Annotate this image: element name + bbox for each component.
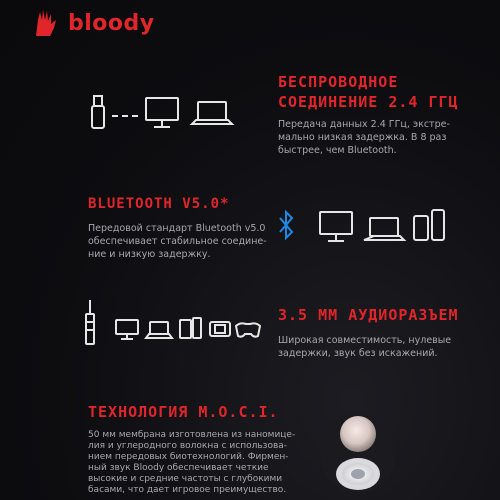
bloody-hand-icon <box>30 6 64 40</box>
desc-line: ный звук Bloody обеспечивает четкие <box>88 463 269 473</box>
desc-line: высокие и средние частоты с глубокими <box>88 474 283 484</box>
monitor-icon <box>146 98 178 127</box>
desc-line: ние и низкую задержку. <box>88 249 211 260</box>
gamepad-icon <box>236 323 260 336</box>
laptop-icon <box>192 102 232 124</box>
moci-title: ТЕХНОЛОГИЯ M.O.C.I. <box>88 403 279 421</box>
audio-jack-title: 3.5 ММ АУДИОРАЗЪЕМ <box>278 306 459 324</box>
desc-line: басами, что дает игровое преимущество. <box>88 485 287 495</box>
tablet-icon <box>180 320 191 338</box>
desc-line: быстрее, чем Bluetooth. <box>278 145 397 156</box>
bluetooth-description <box>88 222 267 261</box>
wireless-description <box>278 118 450 157</box>
wireless-title-line2: СОЕДИНЕНИЕ 2.4 ГГЦ <box>278 93 459 111</box>
bluetooth-icon <box>280 212 292 238</box>
desc-line: Передовой стандарт Bluetooth v5.0 <box>88 223 266 234</box>
audio-jack-devices-illustration <box>82 298 262 352</box>
audio-jack-icon <box>86 300 94 344</box>
smartphone-icon <box>193 318 201 338</box>
monitor-icon <box>116 320 138 339</box>
desc-line: Передача данных 2.4 ГГц, экстре- <box>278 119 450 130</box>
laptop-icon <box>146 322 172 338</box>
desc-line: мально низкая задержка. В 8 раз <box>278 132 447 143</box>
wireless-title-line1: БЕСПРОВОДНОЕ <box>278 73 399 91</box>
smartphone-icon <box>432 210 444 240</box>
laptop-icon <box>364 218 404 240</box>
wireless-title <box>278 72 459 112</box>
bluetooth-devices-illustration <box>276 206 456 248</box>
bluetooth-title: BLUETOOTH V5.0* <box>88 196 230 212</box>
monitor-icon <box>320 212 352 241</box>
desc-line: Широкая совместимость, нулевые <box>278 335 452 346</box>
desc-line: 50 мм мембрана изготовлена из наномице- <box>88 430 296 440</box>
handheld-console-icon <box>210 322 230 336</box>
desc-line: нием передовых биотехнологий. Фирмен- <box>88 452 289 462</box>
brand-name: bloody <box>68 10 155 36</box>
usb-dongle-icon <box>92 96 104 128</box>
desc-line: обеспечивает стабильное соедине- <box>88 236 267 247</box>
audio-jack-description <box>278 334 451 360</box>
wireless-devices-illustration <box>88 92 248 132</box>
desc-line: лия и углеродного волокна с использова- <box>88 441 288 451</box>
tablet-icon <box>414 216 428 240</box>
brand-logo <box>30 6 155 40</box>
desc-line: задержки, звук без искажений. <box>278 348 438 359</box>
moci-description <box>88 430 295 496</box>
speaker-driver-image <box>318 408 398 496</box>
